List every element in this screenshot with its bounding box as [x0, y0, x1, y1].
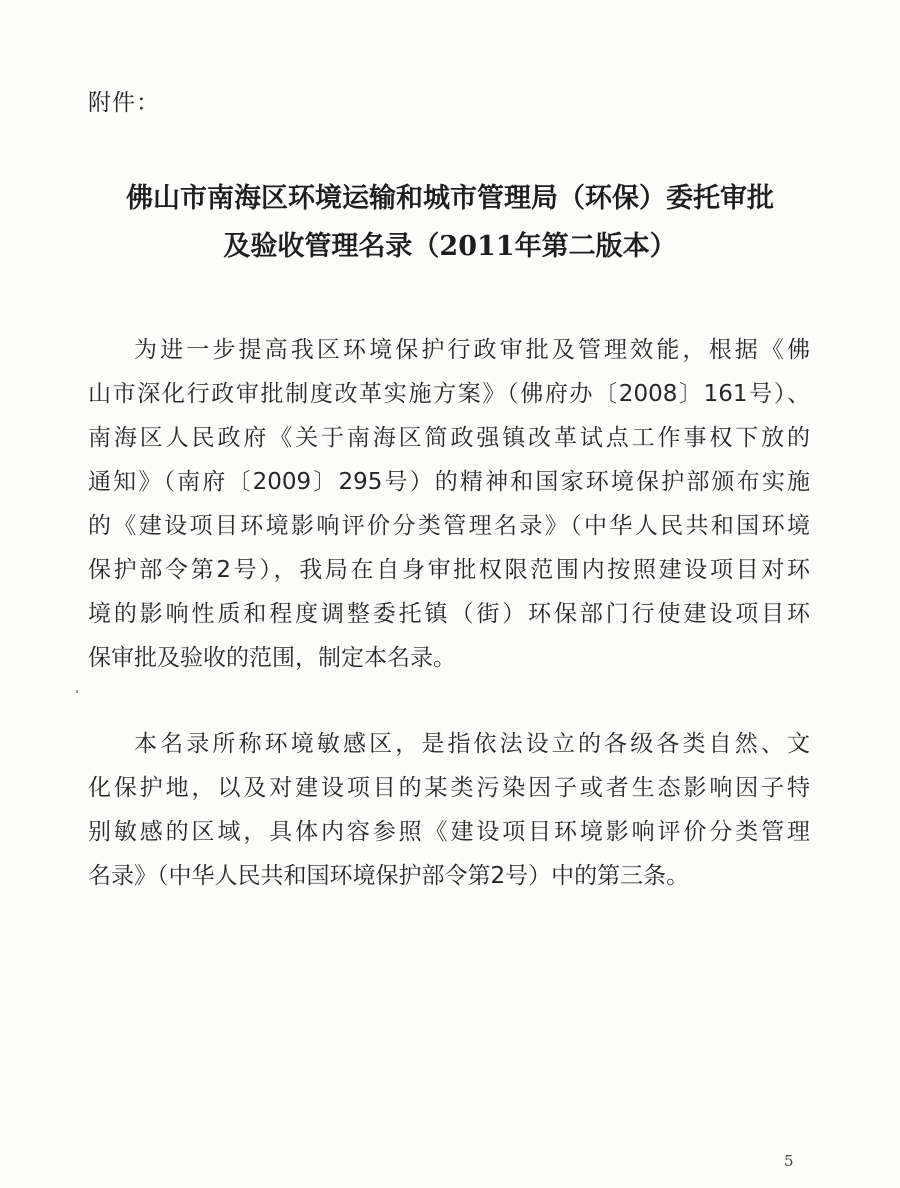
paragraph-1-line: 境的影响性质和程度调整委托镇（街）环保部门行使建设项目环 — [88, 601, 810, 627]
attachment-label: 附件： — [88, 90, 160, 116]
page-number: 5 — [784, 1152, 794, 1170]
paragraph-1-line: 山市深化行政审批制度改革实施方案》（佛府办〔2008〕161号）、 — [88, 381, 810, 407]
paragraph-1-line: 保护部令第2号），我局在自身审批权限范围内按照建设项目对环 — [88, 557, 810, 583]
scan-speck — [76, 690, 78, 693]
document-title-line-2: 及验收管理名录（2011年第二版本） — [223, 231, 677, 262]
paragraph-1-line: 通知》（南府〔2009〕295号）的精神和国家环境保护部颁布实施 — [88, 469, 810, 495]
paragraph-1-line: 为进一步提高我区环境保护行政审批及管理效能，根据《佛 — [134, 337, 810, 363]
paragraph-1-line: 南海区人民政府《关于南海区简政强镇改革试点工作事权下放的 — [88, 425, 810, 451]
paragraph-1-line: 保审批及验收的范围，制定本名录。 — [88, 645, 456, 671]
paragraph-2-line: 名录》（中华人民共和国环境保护部令第2号）中的第三条。 — [88, 863, 690, 889]
paragraph-2-line: 化保护地，以及对建设项目的某类污染因子或者生态影响因子特 — [88, 775, 810, 801]
paragraph-2-line: 本名录所称环境敏感区，是指依法设立的各级各类自然、文 — [134, 731, 810, 757]
document-title-line-1: 佛山市南海区环境运输和城市管理局（环保）委托审批 — [126, 183, 774, 214]
paragraph-1-line: 的《建设项目环境影响评价分类管理名录》（中华人民共和国环境 — [88, 513, 810, 539]
paragraph-2-line: 别敏感的区域，具体内容参照《建设项目环境影响评价分类管理 — [88, 819, 810, 845]
